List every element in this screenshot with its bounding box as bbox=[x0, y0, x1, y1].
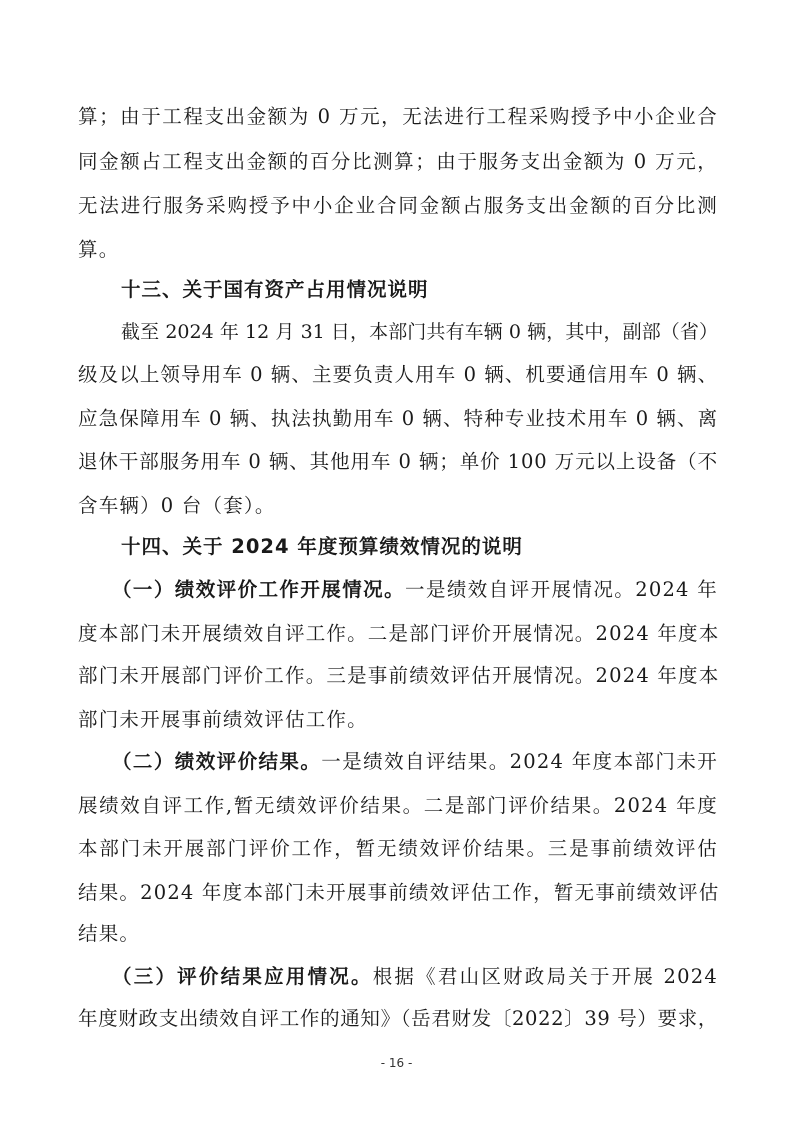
paragraph-line: 截至 2024 年 12 月 31 日，本部门共有车辆 0 辆，其中，副部（省） bbox=[121, 321, 718, 343]
paragraph-line: 部门未开展部门评价工作。三是事前绩效评估开展情况。2024 年度本 bbox=[78, 664, 720, 687]
paragraph-line: 部门未开展事前绩效评估工作。 bbox=[78, 708, 368, 731]
paragraph-line: 结果。 bbox=[78, 922, 141, 945]
paragraph-line: 展绩效自评工作,暂无绩效评价结果。二是部门评价结果。2024 年度 bbox=[78, 794, 718, 817]
paragraph-line: 含车辆）0 台（套）。 bbox=[78, 494, 276, 517]
paragraph-line: 算。 bbox=[78, 238, 120, 261]
paragraph-line bbox=[112, 576, 718, 604]
paragraph-line: 级及以上领导用车 0 辆、主要负责人用车 0 辆、机要通信用车 0 辆、 bbox=[78, 363, 718, 386]
paragraph-text: 一是绩效自评结果。2024 年度本部门未开 bbox=[321, 750, 718, 773]
section-heading: 十四、关于 2024 年度预算绩效情况的说明 bbox=[121, 535, 523, 558]
subsection-title: （三）评价结果应用情况。 bbox=[112, 965, 373, 988]
paragraph-line: 应急保障用车 0 辆、执法执勤用车 0 辆、特种专业技术用车 0 辆、离 bbox=[78, 407, 718, 430]
paragraph-line: 本部门未开展部门评价工作，暂无绩效评价结果。三是事前绩效评估 bbox=[78, 837, 718, 860]
paragraph-line: 同金额占工程支出金额的百分比测算；由于服务支出金额为 0 万元， bbox=[78, 150, 718, 173]
paragraph-line bbox=[112, 963, 718, 991]
paragraph-line: 算；由于工程支出金额为 0 万元，无法进行工程采购授予中小企业合 bbox=[78, 105, 718, 128]
subsection-title: （一）绩效评价工作开展情况。 bbox=[112, 578, 406, 601]
subsection-title: （二）绩效评价结果。 bbox=[112, 750, 322, 773]
paragraph-line: 结果。2024 年度本部门未开展事前绩效评估工作，暂无事前绩效评估 bbox=[78, 881, 720, 904]
paragraph-text: 一是绩效自评开展情况。2024 年 bbox=[405, 578, 718, 601]
section-heading: 十三、关于国有资产占用情况说明 bbox=[121, 278, 429, 301]
paragraph-line bbox=[112, 748, 718, 776]
paragraph-line: 年度财政支出绩效自评工作的通知》（岳君财发〔2022〕39 号）要求， bbox=[78, 1007, 718, 1030]
page-number: - 16 - bbox=[380, 1056, 413, 1070]
paragraph-line: 度本部门未开展绩效自评工作。二是部门评价开展情况。2024 年度本 bbox=[78, 622, 720, 645]
paragraph-line: 无法进行服务采购授予中小企业合同金额占服务支出金额的百分比测 bbox=[78, 194, 718, 217]
paragraph-text: 根据《君山区财政局关于开展 2024 bbox=[372, 965, 718, 988]
paragraph-line: 退休干部服务用车 0 辆、其他用车 0 辆；单价 100 万元以上设备（不 bbox=[78, 450, 718, 473]
